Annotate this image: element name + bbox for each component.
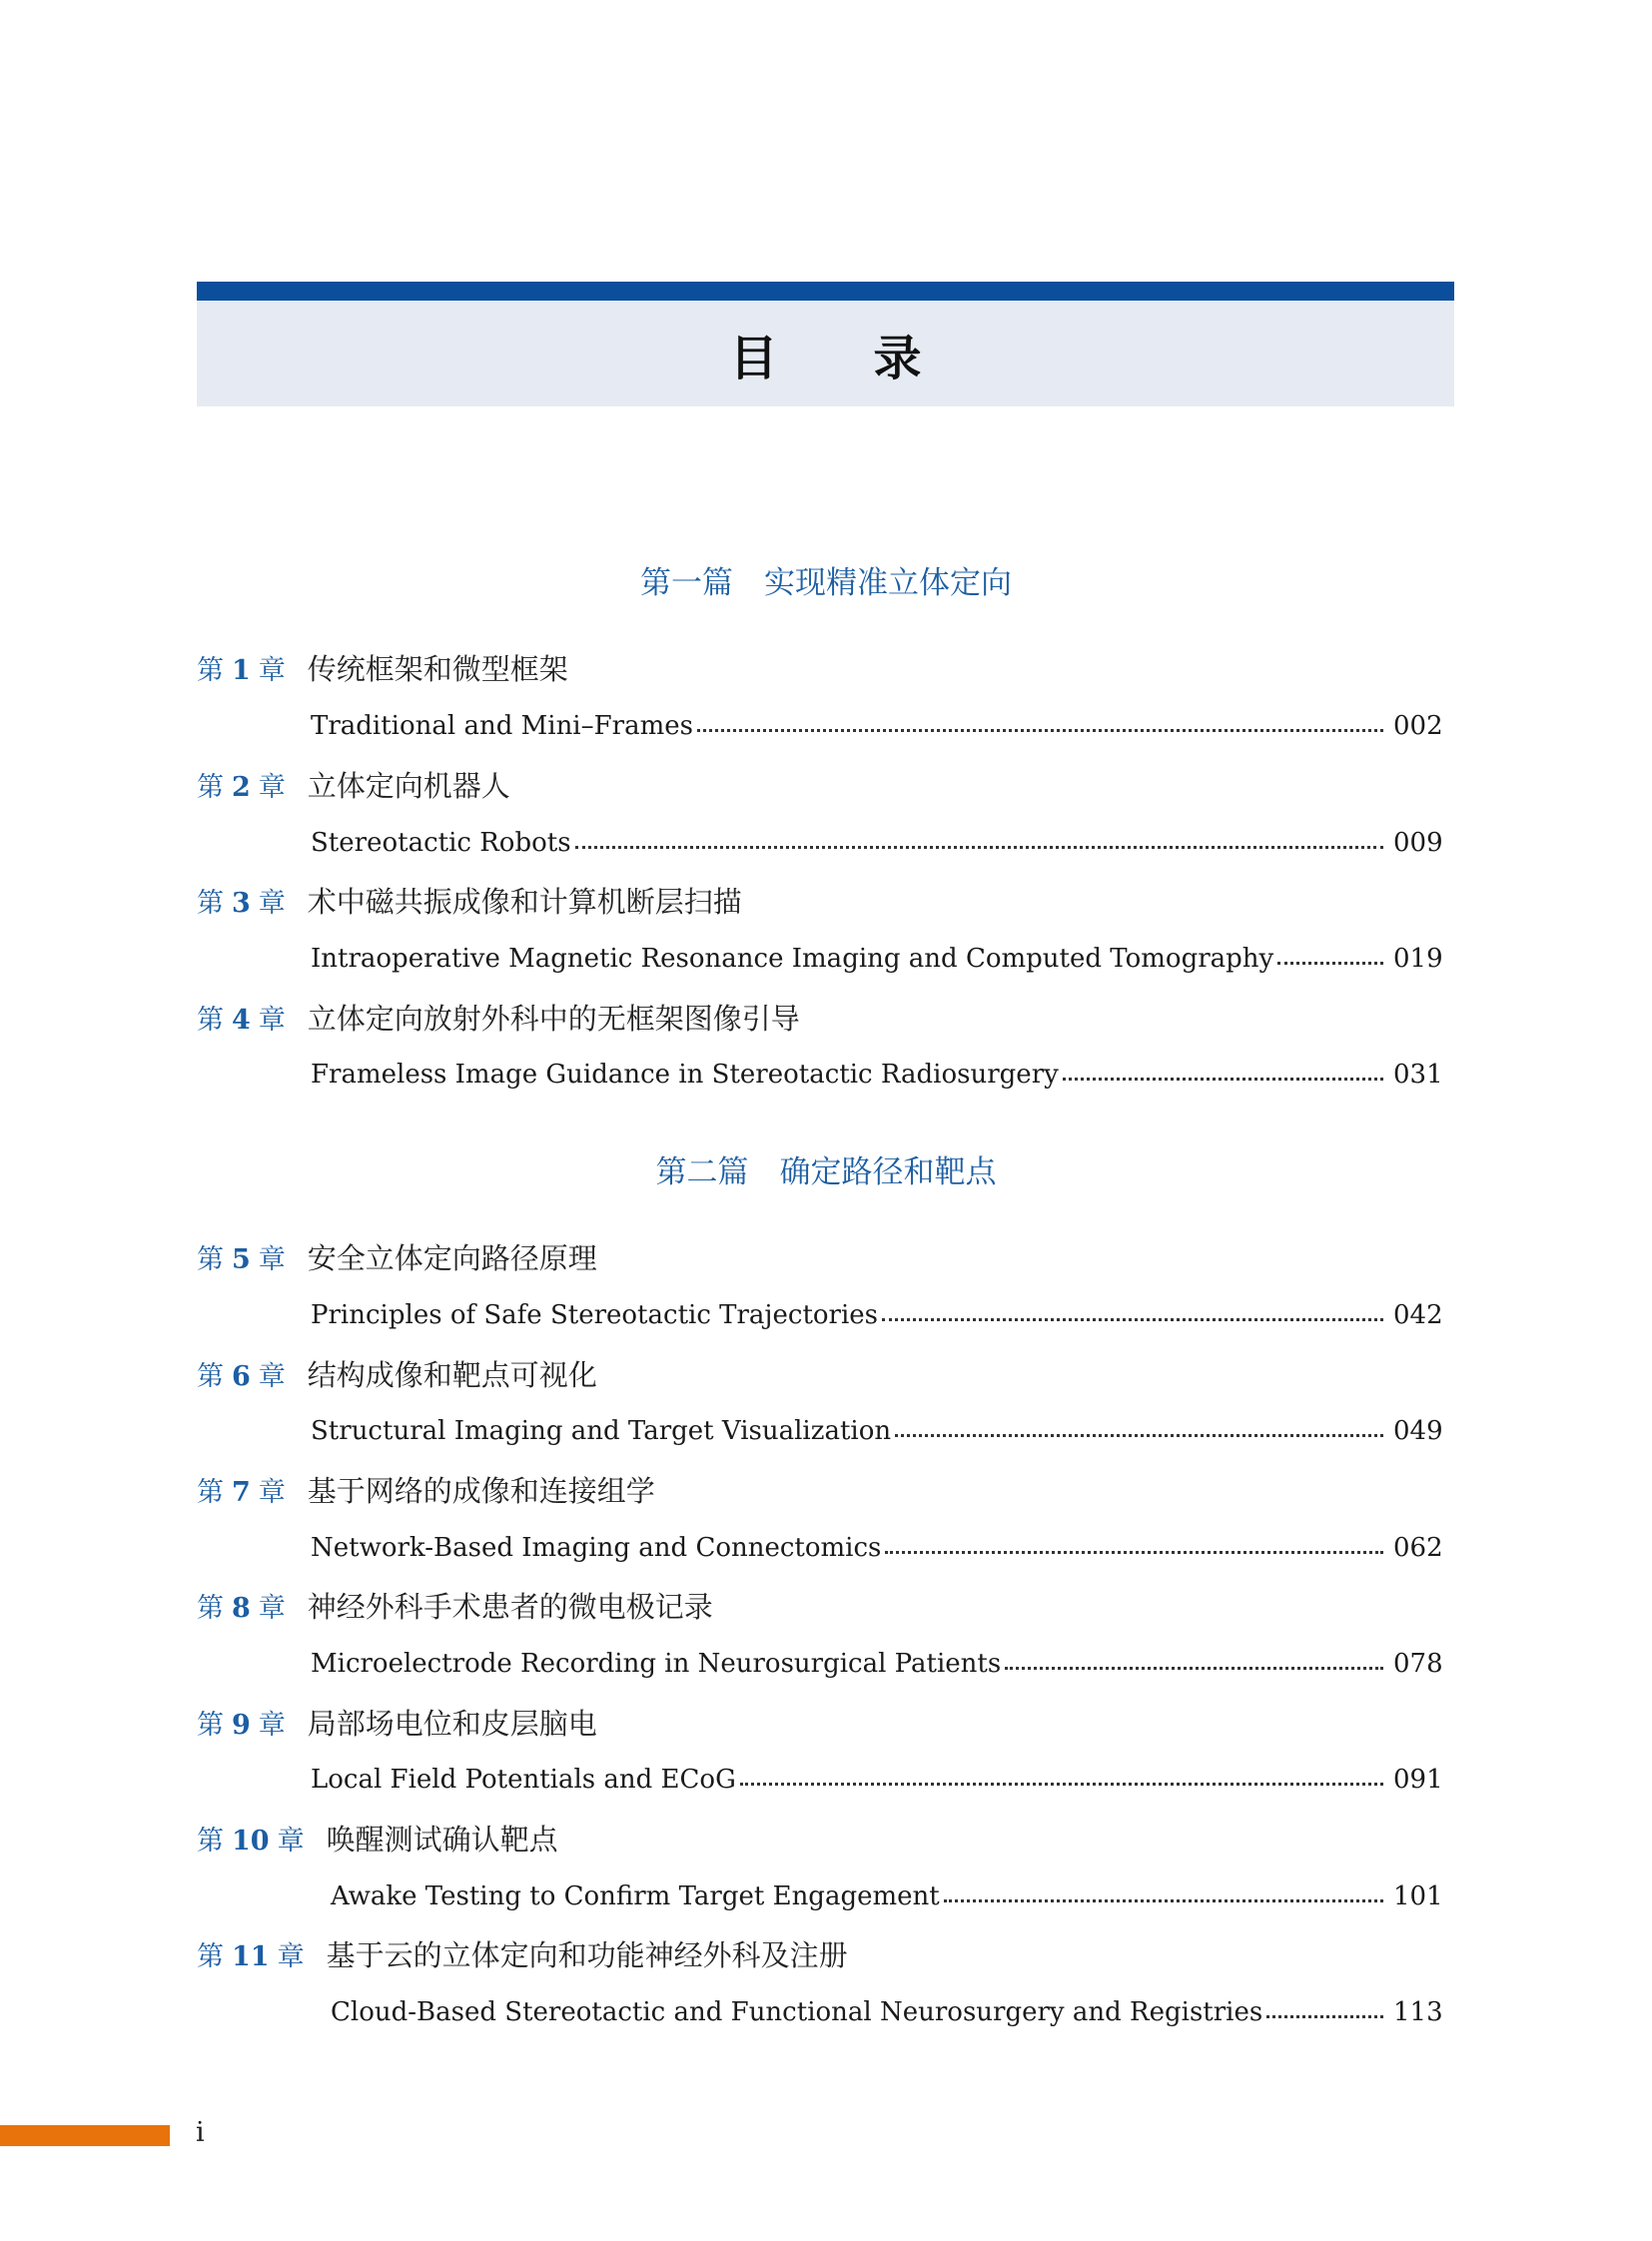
chapter-title-cn: 传统框架和微型框架: [307, 652, 568, 686]
chapter-6-title-cn[interactable]: [197, 1355, 597, 1397]
title-accent-bar: [197, 282, 1454, 301]
dot-leader: [944, 1899, 1383, 1902]
dot-leader: [697, 729, 1383, 732]
page-number: 019: [1393, 944, 1443, 974]
chapter-9-title-cn[interactable]: [197, 1704, 597, 1746]
chapter-title-cn: 基于云的立体定向和功能神经外科及注册: [326, 1938, 848, 1972]
chapter-title-en: Principles of Safe Stereotactic Trajectories: [311, 1300, 879, 1330]
chapter-3-title-cn[interactable]: [197, 882, 742, 924]
chapter-10-title-cn[interactable]: [197, 1820, 558, 1862]
chapter-title-en: Frameless Image Guidance in Stereotactic Radiosurgery: [311, 1060, 1059, 1090]
chapter-number: 第 8 章: [197, 1593, 286, 1624]
chapter-title-en: Structural Imaging and Target Visualization: [311, 1416, 892, 1446]
chapter-4-title-cn[interactable]: [197, 999, 800, 1041]
page-number: 031: [1393, 1060, 1443, 1090]
chapter-number: 第 3 章: [197, 888, 286, 919]
chapter-5-entry-en[interactable]: [311, 1290, 1443, 1330]
chapter-number: 第 10 章: [197, 1826, 305, 1857]
dot-leader: [885, 1551, 1383, 1554]
chapter-number: 第 6 章: [197, 1361, 286, 1392]
page-number: 042: [1393, 1300, 1443, 1330]
chapter-10-entry-en[interactable]: [331, 1871, 1443, 1911]
page-title: 目录: [729, 330, 1018, 386]
chapter-number: 第 2 章: [197, 772, 286, 803]
footer-accent-bar: [0, 2125, 170, 2146]
part-1-heading: 第一篇 实现精准立体定向: [640, 565, 1012, 601]
dot-leader: [895, 1434, 1383, 1437]
page-number: 113: [1393, 1997, 1443, 2027]
chapter-title-en: Network-Based Imaging and Connectomics: [311, 1533, 882, 1563]
chapter-title-cn: 术中磁共振成像和计算机断层扫描: [307, 885, 742, 919]
chapter-number: 第 9 章: [197, 1710, 286, 1741]
dot-leader: [1063, 1078, 1383, 1081]
chapter-title-cn: 基于网络的成像和连接组学: [307, 1474, 655, 1508]
chapter-title-en: Local Field Potentials and ECoG: [311, 1765, 736, 1795]
chapter-title-cn: 立体定向机器人: [307, 769, 510, 803]
dot-leader: [575, 846, 1383, 849]
chapter-11-title-cn[interactable]: [197, 1935, 848, 1977]
chapter-11-entry-en[interactable]: [331, 1987, 1443, 2027]
chapter-8-entry-en[interactable]: [311, 1639, 1443, 1679]
chapter-number: 第 11 章: [197, 1941, 305, 1972]
folio-page-number: i: [196, 2117, 205, 2148]
chapter-number: 第 5 章: [197, 1244, 286, 1275]
chapter-9-entry-en[interactable]: [311, 1755, 1443, 1795]
part-2-heading: 第二篇 确定路径和靶点: [655, 1154, 997, 1190]
chapter-number: 第 7 章: [197, 1477, 286, 1508]
page-number: 009: [1393, 828, 1443, 858]
page-number: 062: [1393, 1533, 1443, 1563]
chapter-number: 第 4 章: [197, 1005, 286, 1036]
chapter-2-title-cn[interactable]: [197, 766, 510, 808]
dot-leader: [740, 1783, 1383, 1786]
dot-leader: [1266, 2015, 1383, 2018]
dot-leader: [882, 1318, 1383, 1321]
chapter-5-title-cn[interactable]: [197, 1238, 597, 1280]
chapter-title-cn: 局部场电位和皮层脑电: [307, 1707, 597, 1741]
page-number: 091: [1393, 1765, 1443, 1795]
chapter-number: 第 1 章: [197, 655, 286, 686]
chapter-6-entry-en[interactable]: [311, 1406, 1443, 1446]
chapter-2-entry-en[interactable]: [311, 818, 1443, 858]
chapter-title-cn: 神经外科手术患者的微电极记录: [307, 1590, 713, 1624]
chapter-4-entry-en[interactable]: [311, 1050, 1443, 1090]
chapter-title-cn: 结构成像和靶点可视化: [307, 1358, 597, 1392]
chapter-8-title-cn[interactable]: [197, 1587, 713, 1629]
chapter-title-cn: 立体定向放射外科中的无框架图像引导: [307, 1002, 800, 1036]
chapter-title-cn: 唤醒测试确认靶点: [326, 1823, 558, 1857]
chapter-7-entry-en[interactable]: [311, 1523, 1443, 1563]
title-band: [197, 282, 1454, 406]
chapter-title-en: Stereotactic Robots: [311, 828, 571, 858]
chapter-title-en: Awake Testing to Confirm Target Engagement: [331, 1881, 940, 1911]
chapter-3-entry-en[interactable]: [311, 934, 1443, 974]
page-number: 049: [1393, 1416, 1443, 1446]
chapter-7-title-cn[interactable]: [197, 1471, 655, 1513]
chapter-title-cn: 安全立体定向路径原理: [307, 1241, 597, 1275]
dot-leader: [1005, 1667, 1383, 1670]
chapter-title-en: Intraoperative Magnetic Resonance Imaging and Computed Tomography: [311, 944, 1274, 974]
chapter-title-en: Traditional and Mini–Frames: [311, 711, 693, 741]
chapter-title-en: Cloud-Based Stereotactic and Functional Neurosurgery and Registries: [331, 1997, 1263, 2027]
chapter-1-title-cn[interactable]: [197, 649, 568, 691]
chapter-1-entry-en[interactable]: [311, 701, 1443, 741]
dot-leader: [1277, 962, 1383, 965]
chapter-title-en: Microelectrode Recording in Neurosurgical Patients: [311, 1649, 1002, 1679]
page-number: 002: [1393, 711, 1443, 741]
page-number: 101: [1393, 1881, 1443, 1911]
page-number: 078: [1393, 1649, 1443, 1679]
